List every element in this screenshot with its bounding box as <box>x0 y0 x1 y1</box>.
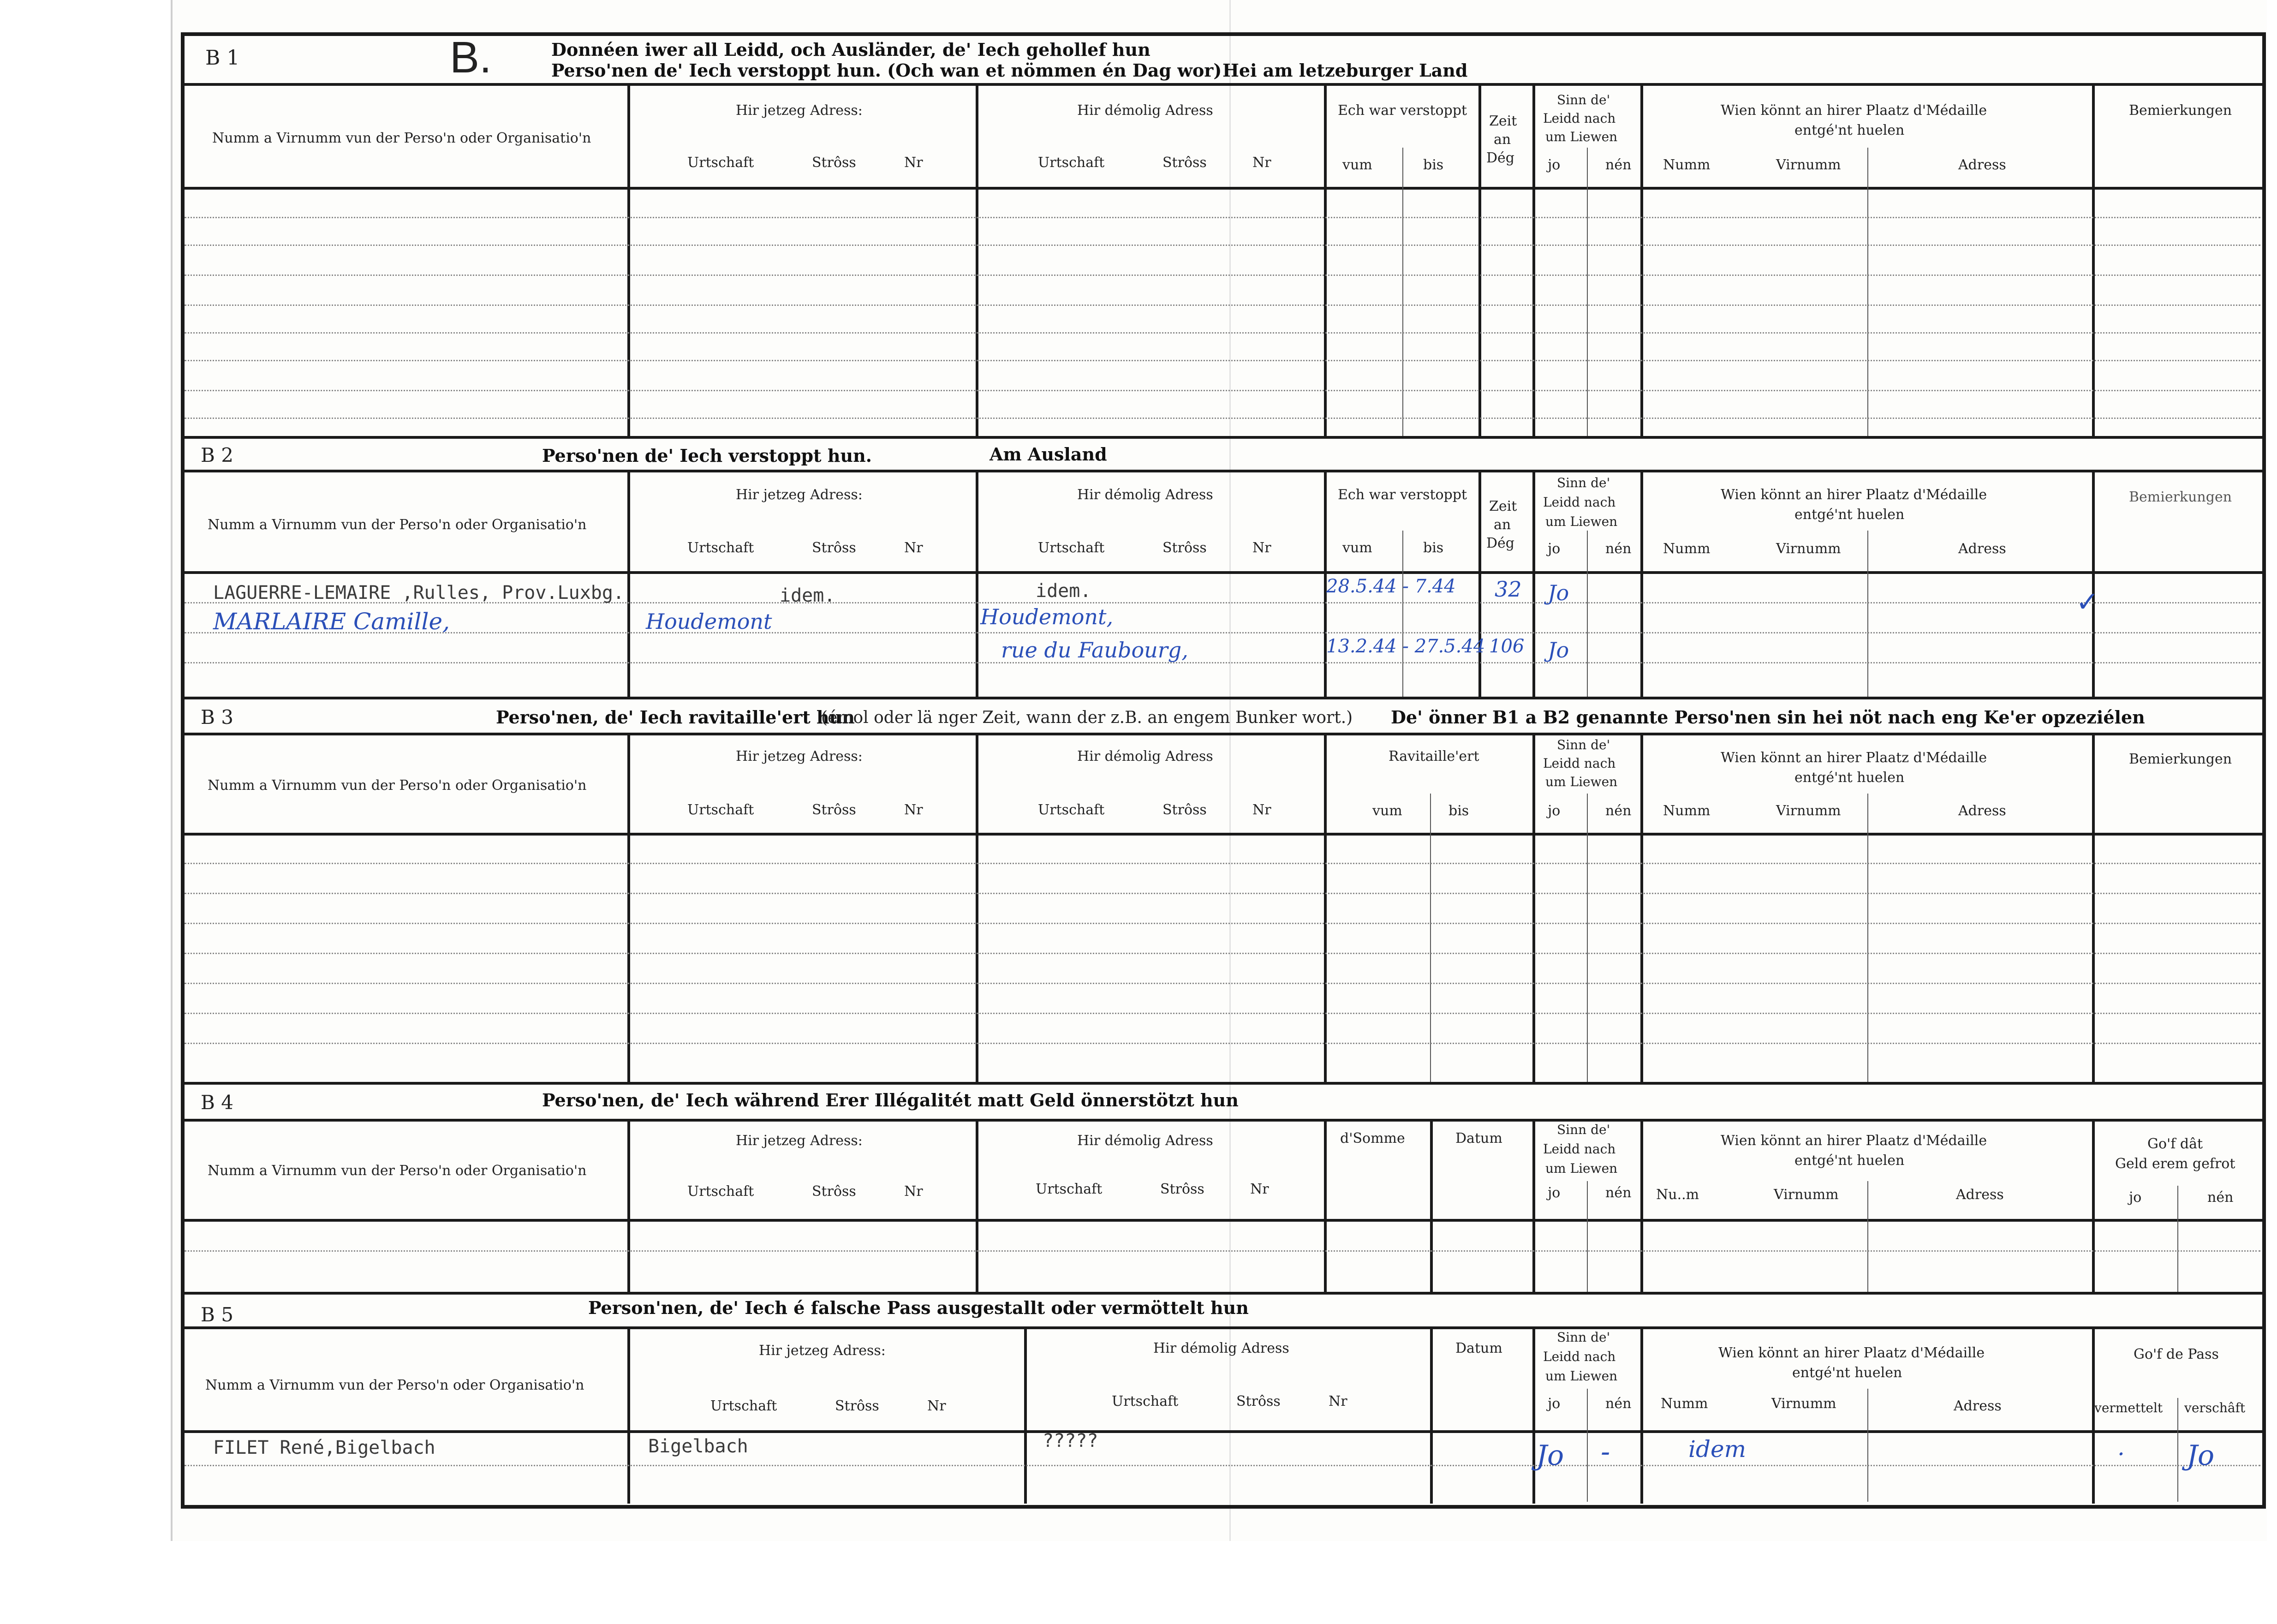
b1-row-line <box>185 418 2260 419</box>
b5-col-number2: Nr <box>1329 1393 1347 1409</box>
b3-subcol-sep <box>1867 794 1868 1082</box>
b5-subcol-sep <box>1867 1389 1868 1502</box>
b5-col-number: Nr <box>927 1398 946 1414</box>
b4-col-address: Adress <box>1956 1187 2004 1203</box>
b5-col-street: Strôss <box>835 1398 879 1414</box>
b1-col-sep <box>976 85 978 437</box>
b1-col-former: Hir démolig Adress <box>1077 102 1213 119</box>
b2-row1-current: idem. <box>780 585 835 606</box>
b4-col-no: nén <box>1605 1185 1632 1201</box>
b3-col-to: bis <box>1448 803 1469 819</box>
b2-row2-current: Houdemont <box>646 609 772 634</box>
b2-row2-former: Houdemont, <box>980 604 1114 629</box>
b2-row2-former-street: rue du Faubourg, <box>1001 638 1188 663</box>
b3-col-street: Strôss <box>812 802 856 818</box>
b1-col-from: vum <box>1342 157 1372 173</box>
b3-col-remarks: Bemierkungen <box>2129 751 2232 767</box>
b1-row-line <box>185 360 2260 361</box>
b2-col-sep <box>1532 472 1535 698</box>
b4-col-former: Hir démolig Adress <box>1077 1133 1213 1149</box>
b4-col-medal1: Wien könnt an hirer Plaatz d'Médaille <box>1721 1133 1987 1149</box>
b2-subcol-sep <box>1867 531 1868 697</box>
b1-row-line <box>185 245 2260 246</box>
b4-col-sep <box>627 1121 630 1293</box>
b5-col-sep <box>1430 1328 1433 1504</box>
b1-col-sep <box>1324 85 1327 437</box>
b2-col-sep <box>1640 472 1643 698</box>
b3-col-alive3: um Liewen <box>1545 774 1618 789</box>
b1-title-line1: Donnéen iwer all Leidd, och Ausländer, de' Iech gehollef hun <box>551 39 1150 60</box>
b2-title-rule <box>181 470 2266 472</box>
b4-col-current: Hir jetzeg Adress: <box>736 1133 863 1149</box>
b2-col-sep <box>627 472 630 698</box>
b4-title: Perso'nen, de' Iech während Erer Illégalitét matt Geld önnerstötzt hun <box>542 1090 1239 1111</box>
b5-row-former: ????? <box>1043 1430 1098 1451</box>
b1-col-sep <box>2092 85 2095 437</box>
b4-col-person: Numm a Virnumm vun der Perso'n oder Organisatio'n <box>208 1163 587 1179</box>
b1-col-sep <box>1478 85 1481 437</box>
b5-col-person: Numm a Virnumm vun der Perso'n oder Organisatio'n <box>205 1377 584 1393</box>
b5-col-pass: Go'f de Pass <box>2134 1346 2219 1362</box>
b3-col-no: nén <box>1605 803 1632 819</box>
b1-subcol-sep <box>1867 148 1868 436</box>
b5-subcol-sep <box>2177 1398 2178 1502</box>
b2-subcol-sep <box>1587 531 1588 697</box>
b5-row-yes: Jo <box>1536 1439 1564 1472</box>
b2-row-line <box>185 662 2260 663</box>
b3-col-medal1: Wien könnt an hirer Plaatz d'Médaille <box>1721 750 1987 766</box>
b4-bottom-rule <box>181 1292 2266 1295</box>
b3-col-name: Numm <box>1663 803 1711 819</box>
b2-bottom-rule <box>181 697 2266 699</box>
b5-col-name: Numm <box>1661 1396 1708 1412</box>
b5-col-sep <box>627 1328 630 1504</box>
b3-col-medal2: entgé'nt huelen <box>1794 770 1905 786</box>
b1-col-time2: an <box>1494 131 1511 148</box>
b5-header-rule <box>181 1430 2266 1433</box>
b5-col-sep <box>2092 1328 2095 1504</box>
b4-col-repaid1: Go'f dât <box>2147 1136 2203 1152</box>
b4-col-sum: d'Somme <box>1340 1130 1405 1146</box>
b1-col-time1: Zeit <box>1489 113 1517 129</box>
b2-header-rule <box>181 571 2266 574</box>
b1-col-current: Hir jetzeg Adress: <box>736 102 863 119</box>
b2-col-firstname: Virnumm <box>1776 541 1841 557</box>
b2-col-street2: Strôss <box>1162 540 1207 556</box>
b2-col-sep <box>1478 472 1481 698</box>
b2-col-person: Numm a Virnumm vun der Perso'n oder Organisatio'n <box>208 517 587 533</box>
b3-subcol-sep <box>1430 794 1431 1082</box>
b2-row2-days: 106 <box>1489 636 1525 657</box>
b3-title-extra: De' önner B1 a B2 genannte Perso'nen sin hei nöt nach eng Ke'er opzeziélen <box>1391 707 2145 728</box>
b1-subcol-sep <box>1402 148 1403 436</box>
b2-row1-remark: ✓ <box>2076 586 2099 618</box>
b5-row-no: - <box>1601 1436 1610 1468</box>
b2-col-to: bis <box>1423 540 1444 556</box>
b5-row-name: FILET René,Bigelbach <box>213 1437 435 1458</box>
b4-col-repaid2: Geld erem gefrot <box>2115 1156 2235 1172</box>
b3-code: B 3 <box>201 706 233 728</box>
b2-row2-dates: 13.2.44 - 27.5.44 <box>1326 636 1485 657</box>
b3-row-line <box>185 983 2260 984</box>
b1-col-time3: Dég <box>1486 150 1515 166</box>
b2-col-former: Hir démolig Adress <box>1077 487 1213 503</box>
b1-col-locality2: Urtschaft <box>1038 155 1105 171</box>
b4-col-number: Nr <box>904 1183 923 1200</box>
b3-col-from: vum <box>1372 803 1402 819</box>
b5-col-yes: jo <box>1548 1396 1561 1412</box>
b3-title-note: (émol oder lä nger Zeit, wann der z.B. an engem Bunker wort.) <box>821 708 1353 727</box>
b5-col-alive3: um Liewen <box>1545 1368 1618 1384</box>
b2-col-remarks: Bemierkungen <box>2129 489 2232 505</box>
b3-row-line <box>185 1013 2260 1014</box>
b1-col-to: bis <box>1423 157 1444 173</box>
b2-row1-dates: 28.5.44 - 7.44 <box>1326 576 1456 597</box>
b5-row-line <box>185 1465 2260 1466</box>
b2-col-from: vum <box>1342 540 1372 556</box>
b5-col-alive2: Leidd nach <box>1543 1349 1616 1364</box>
b3-col-sep <box>2092 734 2095 1083</box>
b2-col-alive1: Sinn de' <box>1557 475 1610 490</box>
b2-col-medal1: Wien könnt an hirer Plaatz d'Médaille <box>1721 487 1987 503</box>
b2-row1-former: idem. <box>1036 580 1091 602</box>
b1-col-locality: Urtschaft <box>687 155 754 171</box>
b4-col-street2: Strôss <box>1160 1181 1204 1197</box>
b5-col-address: Adress <box>1954 1398 2002 1414</box>
b1-col-sep <box>627 85 630 437</box>
b1-col-street2: Strôss <box>1162 155 1207 171</box>
b5-title-text: Person'nen, de' Iech é falsche Pass ausgestallt oder vermöttelt hun <box>588 1297 1249 1318</box>
b4-col-sep <box>1640 1121 1643 1293</box>
b1-col-firstname: Virnumm <box>1776 157 1841 173</box>
b4-col-sep <box>1430 1121 1433 1293</box>
b2-col-no: nén <box>1605 541 1632 557</box>
b1-title-location: Hei am letzeburger Land <box>1222 60 1468 81</box>
b4-subcol-sep <box>1587 1181 1588 1292</box>
b3-col-address: Adress <box>1958 803 2006 819</box>
b1-col-alive3: um Liewen <box>1545 129 1618 144</box>
b2-col-number: Nr <box>904 540 923 556</box>
b2-col-yes: jo <box>1548 541 1561 557</box>
b3-row-line <box>185 863 2260 864</box>
b4-col-alive1: Sinn de' <box>1557 1122 1610 1137</box>
b3-col-number: Nr <box>904 802 923 818</box>
b2-code: B 2 <box>201 444 233 466</box>
b2-col-time3: Dég <box>1486 535 1515 551</box>
b2-subcol-sep <box>1402 531 1403 697</box>
b1-col-address: Adress <box>1958 157 2006 173</box>
b3-title-rule <box>181 733 2266 735</box>
b1-col-number2: Nr <box>1252 155 1271 171</box>
b2-col-medal2: entgé'nt huelen <box>1794 507 1905 523</box>
b1-col-yes: jo <box>1548 157 1561 173</box>
b3-col-sep <box>976 734 978 1083</box>
b1-row-line <box>185 217 2260 218</box>
b5-col-medal2: entgé'nt huelen <box>1792 1365 1902 1381</box>
b5-title-rule <box>181 1326 2266 1329</box>
b3-row-line <box>185 923 2260 924</box>
b2-col-time1: Zeit <box>1489 498 1517 514</box>
b5-row-issued: . <box>2117 1434 2125 1461</box>
b2-col-time2: an <box>1494 517 1511 533</box>
b1-code: B 1 <box>205 46 240 70</box>
b1-col-person: Numm a Virnumm vun der Perso'n oder Organisatio'n <box>212 130 591 146</box>
b1-col-alive1: Sinn de' <box>1557 92 1610 107</box>
b1-header-rule <box>181 187 2266 190</box>
b4-col-repaid-yes: jo <box>2129 1189 2142 1206</box>
b4-subcol-sep <box>2177 1186 2178 1292</box>
b5-col-former: Hir démolig Adress <box>1153 1340 1289 1356</box>
b3-col-alive2: Leidd nach <box>1543 756 1616 771</box>
b2-col-sep <box>976 472 978 698</box>
b3-col-alive1: Sinn de' <box>1557 737 1610 752</box>
b2-title: Perso'nen de' Iech verstoppt hun. <box>542 445 872 466</box>
b2-col-locality2: Urtschaft <box>1038 540 1105 556</box>
b5-col-sep <box>1024 1328 1027 1504</box>
b3-title: Perso'nen, de' Iech ravitaille'ert hun <box>496 707 855 728</box>
b2-col-sep <box>2092 472 2095 698</box>
b2-row1-name: LAGUERRE-LEMAIRE ,Rulles, Prov.Luxbg. <box>213 582 625 603</box>
b5-col-sep <box>1532 1328 1535 1504</box>
b3-col-street2: Strôss <box>1162 802 1207 818</box>
b1-letter: B. <box>450 33 492 82</box>
b5-row-current: Bigelbach <box>648 1436 748 1457</box>
b1-col-no: nén <box>1605 157 1632 173</box>
b4-col-street: Strôss <box>812 1183 856 1200</box>
b4-col-sep <box>1532 1121 1535 1293</box>
b5-col-locality: Urtschaft <box>710 1398 777 1414</box>
b3-col-current: Hir jetzeg Adress: <box>736 748 863 764</box>
b5-col-current: Hir jetzeg Adress: <box>759 1343 886 1359</box>
b1-col-number: Nr <box>904 155 923 171</box>
b5-row-procured: Jo <box>2187 1439 2215 1472</box>
b4-row-line <box>185 1250 2260 1252</box>
b3-col-firstname: Virnumm <box>1776 803 1841 819</box>
b1-col-medal1: Wien könnt an hirer Plaatz d'Médaille <box>1721 102 1987 119</box>
b2-col-current: Hir jetzeg Adress: <box>736 487 863 503</box>
b4-col-date: Datum <box>1455 1130 1502 1146</box>
b1-col-remarks: Bemierkungen <box>2129 102 2232 119</box>
b4-col-sep <box>1324 1121 1327 1293</box>
b3-bottom-rule <box>181 1082 2266 1085</box>
b2-row1-yes: Jo <box>1548 580 1569 605</box>
b1-col-alive2: Leidd nach <box>1543 111 1616 126</box>
b5-code: B 5 <box>201 1303 233 1326</box>
b4-col-locality2: Urtschaft <box>1036 1181 1103 1197</box>
b2-title-location: Am Ausland <box>989 444 1107 465</box>
b5-col-firstname: Virnumm <box>1771 1396 1836 1412</box>
b4-subcol-sep <box>1867 1181 1868 1292</box>
b1-col-hidden: Ech war verstoppt <box>1338 102 1467 119</box>
b4-col-locality: Urtschaft <box>687 1183 754 1200</box>
b3-col-sep <box>1532 734 1535 1083</box>
b2-col-street: Strôss <box>812 540 856 556</box>
b4-col-sep <box>2092 1121 2095 1293</box>
b3-header-rule <box>181 833 2266 836</box>
b3-col-yes: jo <box>1548 803 1561 819</box>
b1-row-line <box>185 275 2260 276</box>
b2-row2-yes: Jo <box>1548 638 1569 663</box>
b1-title-rule <box>181 83 2266 86</box>
b5-col-medal1: Wien könnt an hirer Plaatz d'Médaille <box>1718 1345 1985 1361</box>
b5-col-date: Datum <box>1455 1340 1502 1356</box>
b3-col-person: Numm a Virnumm vun der Perso'n oder Organisatio'n <box>208 777 587 794</box>
b5-col-no: nén <box>1605 1396 1632 1412</box>
b4-col-number2: Nr <box>1250 1181 1269 1197</box>
b5-col-sep <box>1640 1328 1643 1504</box>
b1-row-line <box>185 304 2260 306</box>
b1-subcol-sep <box>1587 148 1588 436</box>
b5-row-medal-name: idem <box>1688 1436 1746 1463</box>
b3-col-supplied: Ravitaille'ert <box>1389 748 1479 764</box>
b3-row-line <box>185 953 2260 954</box>
b5-col-alive1: Sinn de' <box>1557 1330 1610 1345</box>
b5-col-locality2: Urtschaft <box>1112 1393 1179 1409</box>
form-frame <box>181 32 2266 1509</box>
b2-col-name: Numm <box>1663 541 1711 557</box>
b3-col-sep <box>1324 734 1327 1083</box>
b3-col-former: Hir démolig Adress <box>1077 748 1213 764</box>
b2-row1-days: 32 <box>1495 577 1522 602</box>
b2-col-hidden: Ech war verstoppt <box>1338 487 1467 503</box>
b3-col-locality: Urtschaft <box>687 802 754 818</box>
b5-col-procured: verschâft <box>2184 1400 2246 1415</box>
b4-col-firstname: Virnumm <box>1774 1187 1839 1203</box>
b4-col-name: Nu..m <box>1656 1187 1699 1203</box>
b3-row-line <box>185 893 2260 894</box>
b2-col-address: Adress <box>1958 541 2006 557</box>
b1-col-medal2: entgé'nt huelen <box>1794 122 1905 138</box>
b1-row-line <box>185 332 2260 334</box>
b2-row-line <box>185 632 2260 633</box>
b3-col-number2: Nr <box>1252 802 1271 818</box>
b4-header-rule <box>181 1219 2266 1222</box>
b4-title-rule <box>181 1119 2266 1122</box>
b4-col-medal2: entgé'nt huelen <box>1794 1152 1905 1169</box>
b1-col-sep <box>1640 85 1643 437</box>
b1-row-line <box>185 390 2260 391</box>
b1-bottom-rule <box>181 436 2266 439</box>
b4-code: B 4 <box>201 1091 233 1114</box>
b4-col-alive2: Leidd nach <box>1543 1141 1616 1157</box>
b2-row2-name: MARLAIRE Camille, <box>213 608 450 635</box>
b2-col-alive3: um Liewen <box>1545 514 1618 529</box>
b1-col-name: Numm <box>1663 157 1711 173</box>
b2-col-locality: Urtschaft <box>687 540 754 556</box>
b3-col-sep <box>627 734 630 1083</box>
b4-col-alive3: um Liewen <box>1545 1161 1618 1176</box>
b2-col-alive2: Leidd nach <box>1543 495 1616 510</box>
b4-col-yes: jo <box>1548 1185 1561 1201</box>
b1-col-street: Strôss <box>812 155 856 171</box>
b1-col-sep <box>1532 85 1535 437</box>
b1-title-line2: Perso'nen de' Iech verstoppt hun. (Och wan et nömmen én Dag wor) <box>551 60 1222 81</box>
b5-subcol-sep <box>1587 1389 1588 1502</box>
b3-col-sep <box>1640 734 1643 1083</box>
b3-row-line <box>185 1043 2260 1044</box>
b2-col-number2: Nr <box>1252 540 1271 556</box>
b4-col-repaid-no: nén <box>2207 1189 2234 1206</box>
b4-col-sep <box>976 1121 978 1293</box>
b5-col-issued: vermettelt <box>2094 1400 2163 1415</box>
b5-col-street2: Strôss <box>1236 1393 1281 1409</box>
b3-subcol-sep <box>1587 794 1588 1082</box>
b3-col-locality2: Urtschaft <box>1038 802 1105 818</box>
